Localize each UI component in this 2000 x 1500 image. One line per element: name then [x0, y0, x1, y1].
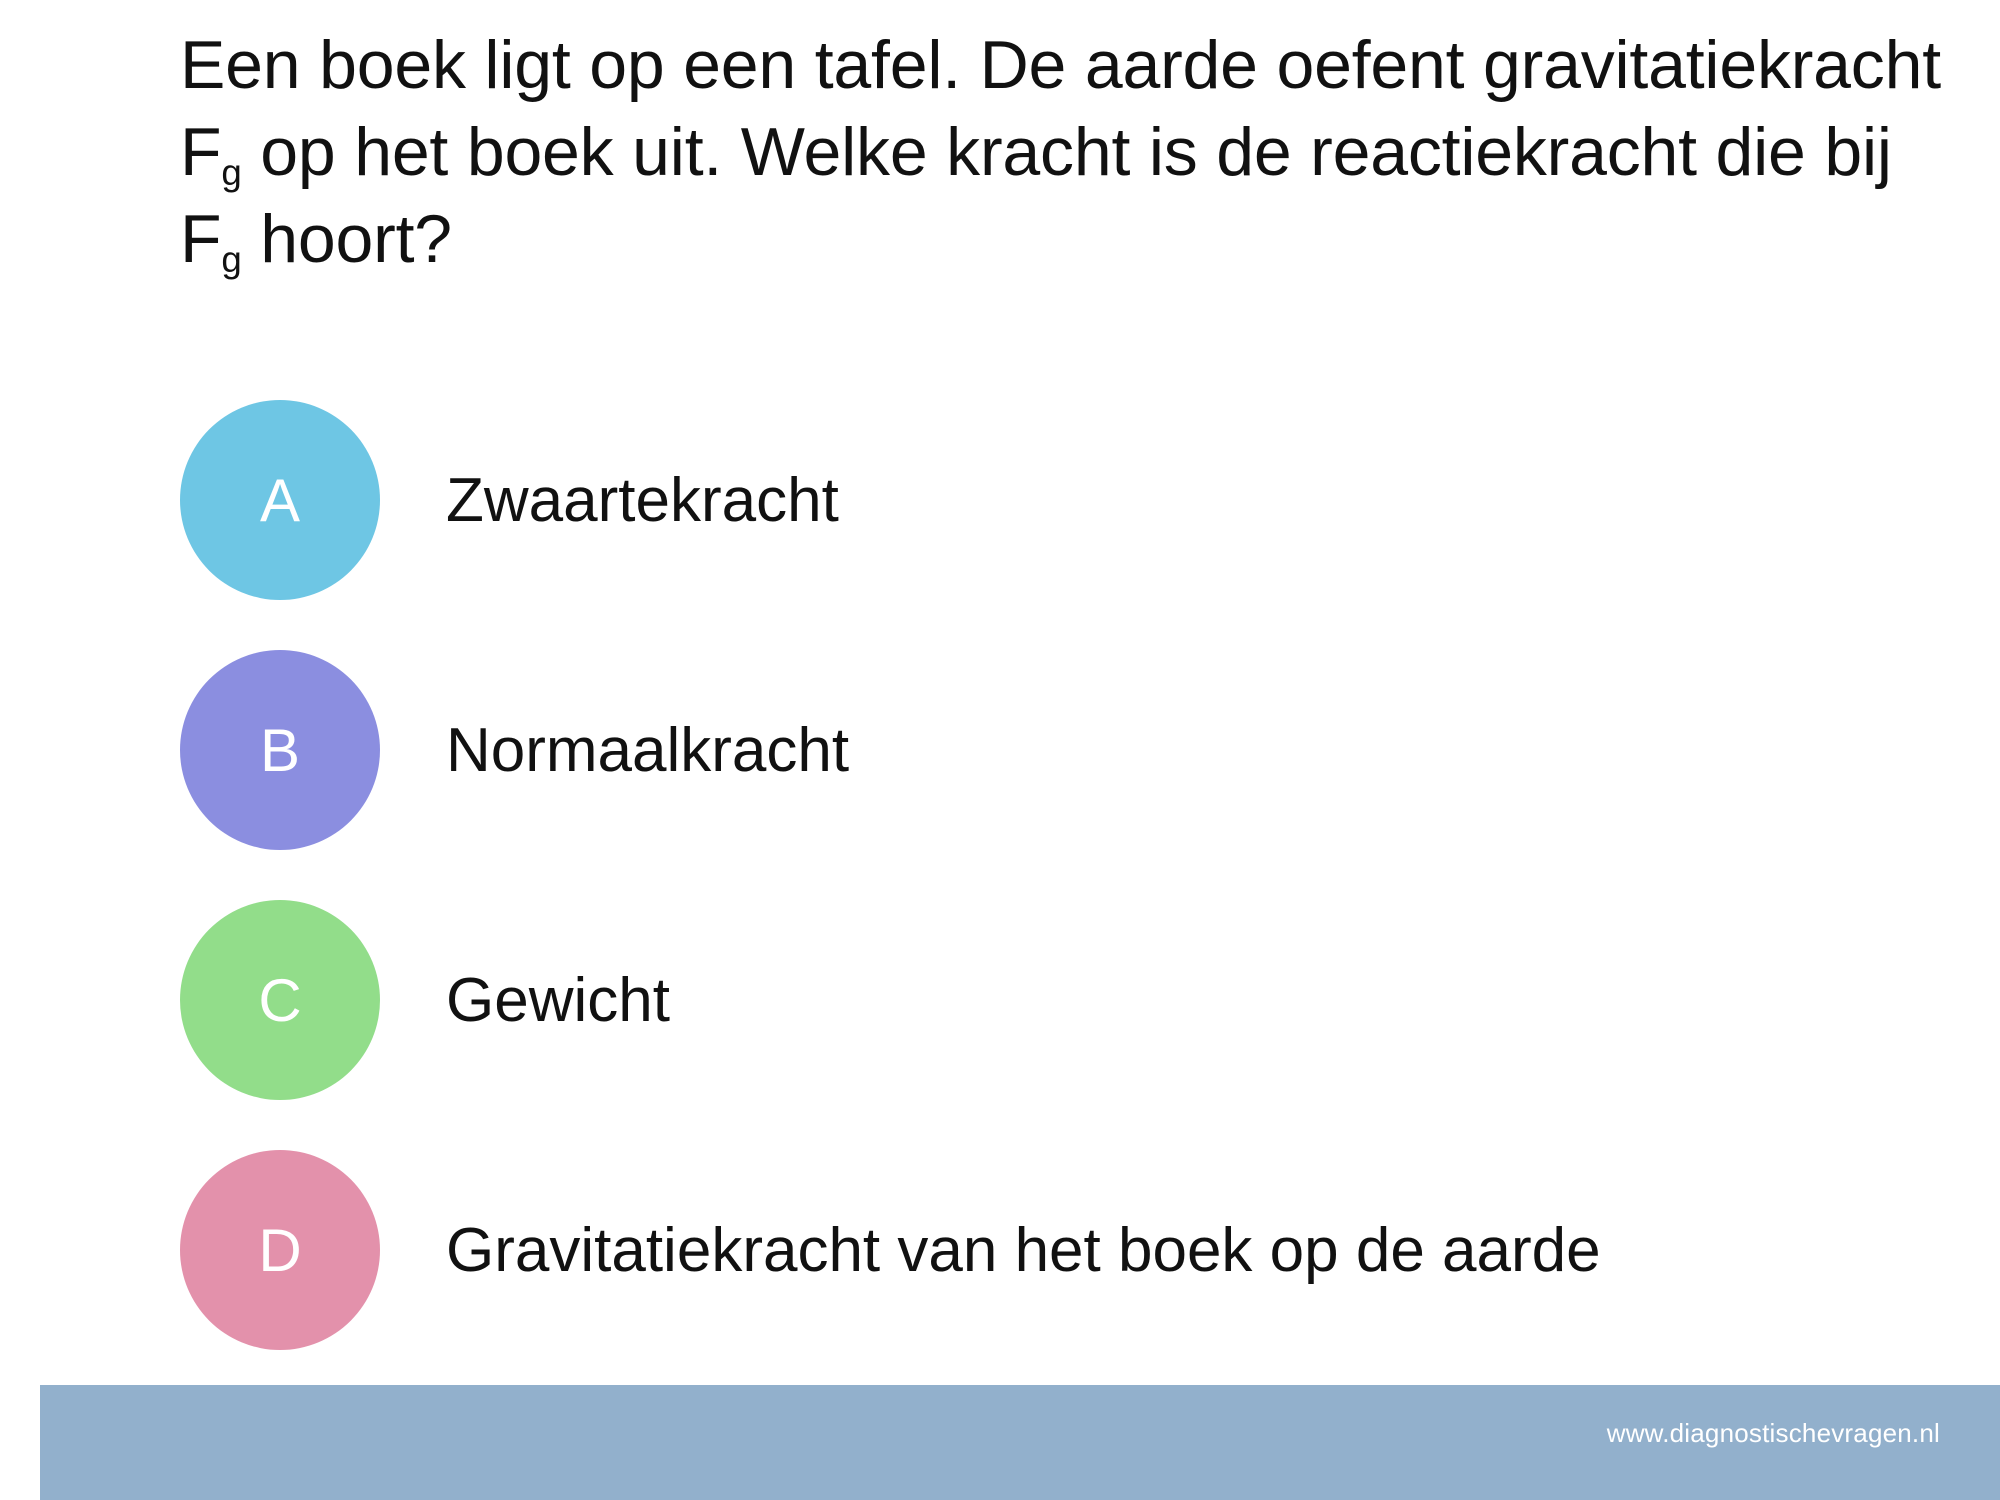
option-letter-a: A — [259, 466, 301, 534]
subscript-g-2: g — [221, 239, 242, 281]
option-letter-b: B — [259, 716, 301, 784]
option-letter-d: D — [258, 1216, 302, 1284]
question-text — [180, 22, 1960, 283]
option-letter-c: C — [258, 966, 302, 1034]
footer-url: www.diagnostischevragen.nl — [1606, 1418, 1940, 1448]
question-part-3: hoort? — [241, 201, 452, 278]
option-label-b: Normaalkracht — [446, 715, 850, 785]
answer-option-b[interactable] — [180, 645, 1960, 855]
option-label-a: Zwaartekracht — [446, 465, 839, 535]
option-bullet-a — [180, 400, 380, 600]
answer-option-c[interactable] — [180, 895, 1960, 1105]
question-part-2: op het boek uit. Welke kracht is de reactiekracht die bij F — [180, 114, 1892, 278]
subscript-g-1: g — [221, 152, 242, 194]
option-label-d: Gravitatiekracht van het boek op de aarde — [446, 1215, 1601, 1285]
option-label-c: Gewicht — [446, 965, 670, 1035]
option-bullet-c — [180, 900, 380, 1100]
answer-option-d[interactable] — [180, 1145, 1960, 1355]
option-bullet-b — [180, 650, 380, 850]
answer-option-a[interactable] — [180, 395, 1960, 605]
question-part-1: Een boek ligt op een tafel. De aarde oefent gravitatiekracht F — [180, 27, 1941, 191]
option-bullet-d — [180, 1150, 380, 1350]
